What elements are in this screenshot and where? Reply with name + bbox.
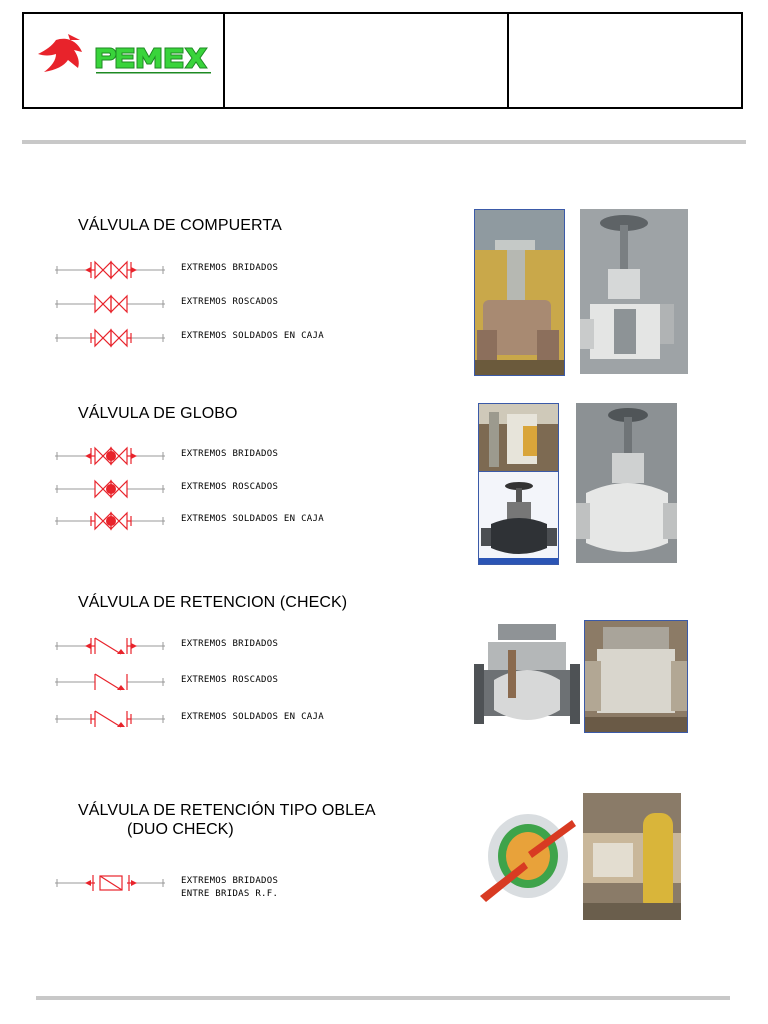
- duo-check-symbol: [55, 873, 175, 893]
- section-subtitle: (DUO CHECK): [127, 821, 234, 838]
- header-divider: [223, 14, 225, 107]
- globe-valve-diagram-image: [478, 471, 559, 565]
- gate-socketweld-symbol: [55, 328, 175, 348]
- check-threaded-symbol: [55, 672, 175, 692]
- symbol-row: [55, 446, 375, 466]
- row-label: EXTREMOS BRIDADOS: [181, 263, 279, 273]
- row-label: EXTREMOS ROSCADOS: [181, 675, 279, 685]
- eagle-icon: [38, 34, 82, 72]
- globe-flanged-symbol: [55, 446, 175, 466]
- section-title-globo: VÁLVULA DE GLOBO: [78, 405, 238, 422]
- globe-valve-photo: [478, 403, 559, 473]
- gate-flanged-symbol: [55, 260, 175, 280]
- row-label: EXTREMOS BRIDADOS: [181, 639, 279, 649]
- header-box: [22, 12, 743, 109]
- gate-valve-photo: [474, 209, 565, 376]
- symbol-row: [55, 709, 375, 729]
- gate-valve-cutaway-photo: [580, 209, 688, 374]
- symbol-row: [55, 636, 375, 656]
- check-valve-photo: [584, 620, 688, 733]
- row-label-2: ENTRE BRIDAS R.F.: [181, 889, 279, 899]
- gate-threaded-symbol: [55, 294, 175, 314]
- section-title-retencion: VÁLVULA DE RETENCION (CHECK): [78, 594, 348, 611]
- globe-threaded-symbol: [55, 479, 175, 499]
- check-valve-cutaway-photo: [474, 620, 580, 738]
- symbol-row: [55, 328, 375, 348]
- duo-check-render-image: [474, 800, 578, 920]
- section-title-compuerta: VÁLVULA DE COMPUERTA: [78, 217, 282, 234]
- section-title-duo-check: VÁLVULA DE RETENCIÓN TIPO OBLEA: [78, 802, 376, 819]
- header-divider: [507, 14, 509, 107]
- row-label: EXTREMOS SOLDADOS EN CAJA: [181, 331, 324, 341]
- row-label: EXTREMOS BRIDADOS: [181, 449, 279, 459]
- row-label: EXTREMOS BRIDADOS: [181, 876, 279, 886]
- bottom-rule: [36, 996, 730, 1000]
- globe-valve-cutaway-photo: [576, 403, 677, 563]
- duo-check-photo: [583, 793, 681, 920]
- row-label: EXTREMOS ROSCADOS: [181, 297, 279, 307]
- check-flanged-symbol: [55, 636, 175, 656]
- top-rule: [22, 140, 746, 144]
- globe-socketweld-symbol: [55, 511, 175, 531]
- pemex-logo: [34, 26, 214, 88]
- row-label: EXTREMOS SOLDADOS EN CAJA: [181, 712, 324, 722]
- symbol-row: [55, 260, 375, 280]
- row-label: EXTREMOS SOLDADOS EN CAJA: [181, 514, 324, 524]
- check-socketweld-symbol: [55, 709, 175, 729]
- pemex-wordmark: [96, 48, 207, 68]
- symbol-row: [55, 479, 375, 499]
- symbol-row: [55, 511, 375, 531]
- row-label: EXTREMOS ROSCADOS: [181, 482, 279, 492]
- symbol-row: [55, 672, 375, 692]
- symbol-row: [55, 294, 375, 314]
- symbol-row: [55, 873, 375, 899]
